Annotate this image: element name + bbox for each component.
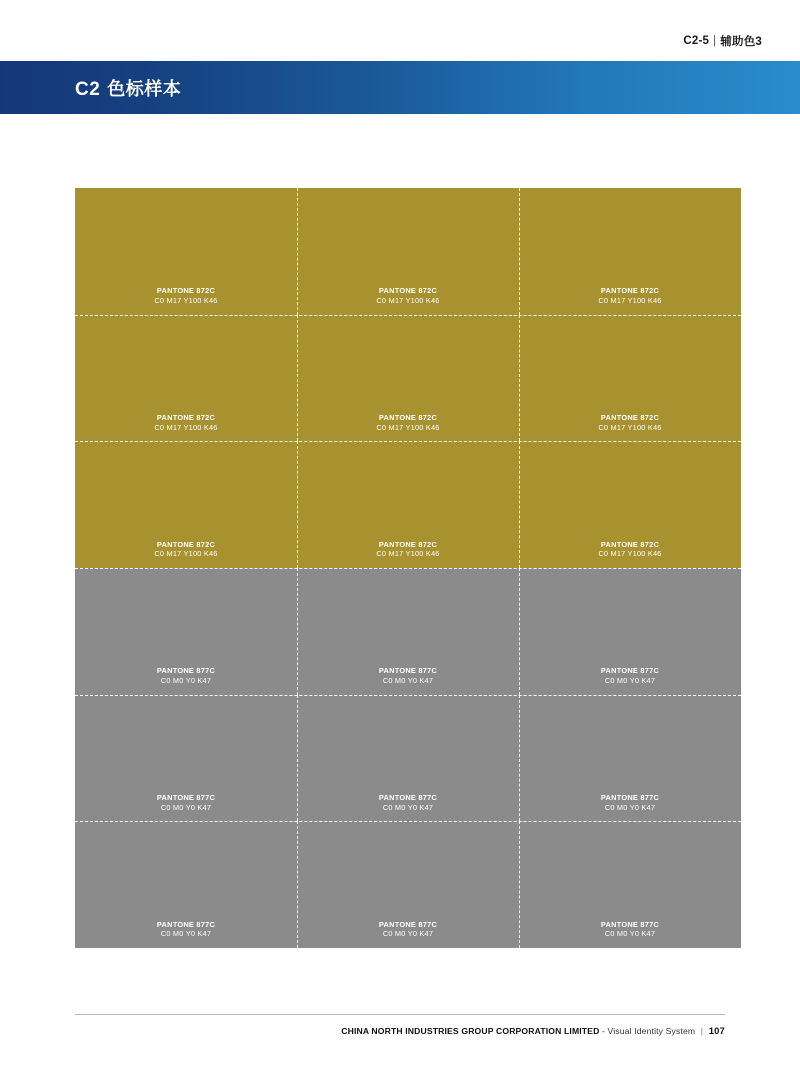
swatch-pantone: PANTONE 877C: [600, 793, 660, 803]
running-head-code: C2-5: [683, 35, 710, 47]
swatch-label: [297, 793, 519, 812]
swatch-formula: C0 M0 Y0 K47: [382, 676, 434, 686]
swatch-cell: [519, 315, 741, 442]
swatch-formula: C0 M17 Y100 K46: [154, 296, 218, 306]
swatch-label: [75, 920, 297, 939]
swatch-cell: [519, 441, 741, 568]
swatch-label: [519, 413, 741, 432]
swatch-formula: C0 M17 Y100 K46: [598, 296, 662, 306]
swatch-formula: C0 M0 Y0 K47: [604, 929, 656, 939]
swatch-formula: C0 M17 Y100 K46: [598, 549, 662, 559]
swatch-pantone: PANTONE 872C: [156, 413, 216, 423]
swatch-label: [75, 540, 297, 559]
footer-divider: [75, 1014, 725, 1015]
swatch-pantone: PANTONE 872C: [156, 539, 216, 549]
swatch-formula: C0 M0 Y0 K47: [160, 676, 212, 686]
swatch-formula: C0 M0 Y0 K47: [604, 676, 656, 686]
swatch-pantone: PANTONE 877C: [600, 666, 660, 676]
swatch-formula: C0 M17 Y100 K46: [376, 549, 440, 559]
swatch-formula: C0 M0 Y0 K47: [160, 802, 212, 812]
swatch-pantone: PANTONE 877C: [378, 666, 438, 676]
swatch-cell: [297, 695, 519, 822]
swatch-label: [75, 413, 297, 432]
swatch-formula: C0 M17 Y100 K46: [376, 422, 440, 432]
swatch-label: [297, 286, 519, 305]
footer-company: CHINA NORTH INDUSTRIES GROUP CORPORATION LIMITED: [341, 1026, 600, 1036]
swatch-cell: [75, 441, 297, 568]
swatch-cell: [75, 188, 297, 315]
swatch-label: [297, 920, 519, 939]
swatch-formula: C0 M17 Y100 K46: [154, 422, 218, 432]
swatch-pantone: PANTONE 872C: [378, 413, 438, 423]
swatch-row: [75, 441, 741, 568]
swatch-cell: [519, 821, 741, 948]
running-head-label: 辅助色3: [720, 36, 762, 48]
swatch-cell: [297, 821, 519, 948]
footer-system: - Visual Identity System: [601, 1026, 696, 1036]
running-head-separator: |: [713, 35, 717, 47]
swatch-formula: C0 M17 Y100 K46: [376, 296, 440, 306]
swatch-pantone: PANTONE 872C: [600, 539, 660, 549]
swatch-label: [519, 286, 741, 305]
swatch-cell: [297, 568, 519, 695]
swatch-formula: C0 M0 Y0 K47: [382, 802, 434, 812]
swatch-cell: [75, 315, 297, 442]
swatch-cell: [75, 568, 297, 695]
swatch-pantone: PANTONE 872C: [156, 286, 216, 296]
swatch-row: [75, 315, 741, 442]
swatch-pantone: PANTONE 872C: [600, 286, 660, 296]
swatch-pantone: PANTONE 877C: [156, 666, 216, 676]
swatch-formula: C0 M0 Y0 K47: [604, 802, 656, 812]
swatch-label: [519, 793, 741, 812]
swatch-cell: [297, 188, 519, 315]
swatch-label: [519, 666, 741, 685]
swatch-pantone: PANTONE 877C: [156, 919, 216, 929]
swatch-cell: [297, 315, 519, 442]
swatch-label: [297, 540, 519, 559]
swatch-label: [75, 793, 297, 812]
swatch-label: [75, 666, 297, 685]
swatch-label: [297, 413, 519, 432]
color-swatch-grid: [75, 188, 741, 948]
swatch-label: [519, 540, 741, 559]
swatch-cell: [519, 188, 741, 315]
swatch-formula: C0 M0 Y0 K47: [382, 929, 434, 939]
swatch-row: [75, 188, 741, 315]
swatch-pantone: PANTONE 877C: [600, 919, 660, 929]
swatch-cell: [75, 695, 297, 822]
page-number: 107: [708, 1026, 725, 1037]
title-band: [0, 61, 800, 114]
swatch-row: [75, 821, 741, 948]
running-head: [683, 33, 762, 49]
swatch-cell: [519, 568, 741, 695]
swatch-formula: C0 M17 Y100 K46: [154, 549, 218, 559]
swatch-pantone: PANTONE 877C: [156, 793, 216, 803]
swatch-label: [519, 920, 741, 939]
swatch-row: [75, 568, 741, 695]
swatch-cell: [75, 821, 297, 948]
swatch-row: [75, 695, 741, 822]
page-title-code: C2: [75, 78, 101, 100]
swatch-label: [297, 666, 519, 685]
page-title-text: 色标样本: [107, 78, 182, 99]
swatch-pantone: PANTONE 877C: [378, 919, 438, 929]
swatch-cell: [519, 695, 741, 822]
swatch-label: [75, 286, 297, 305]
page-title: [75, 75, 181, 101]
footer: [341, 1026, 725, 1037]
swatch-cell: [297, 441, 519, 568]
swatch-pantone: PANTONE 872C: [378, 286, 438, 296]
swatch-pantone: PANTONE 872C: [600, 413, 660, 423]
swatch-formula: C0 M17 Y100 K46: [598, 422, 662, 432]
swatch-formula: C0 M0 Y0 K47: [160, 929, 212, 939]
footer-separator: |: [700, 1026, 704, 1036]
swatch-pantone: PANTONE 877C: [378, 793, 438, 803]
swatch-pantone: PANTONE 872C: [378, 539, 438, 549]
